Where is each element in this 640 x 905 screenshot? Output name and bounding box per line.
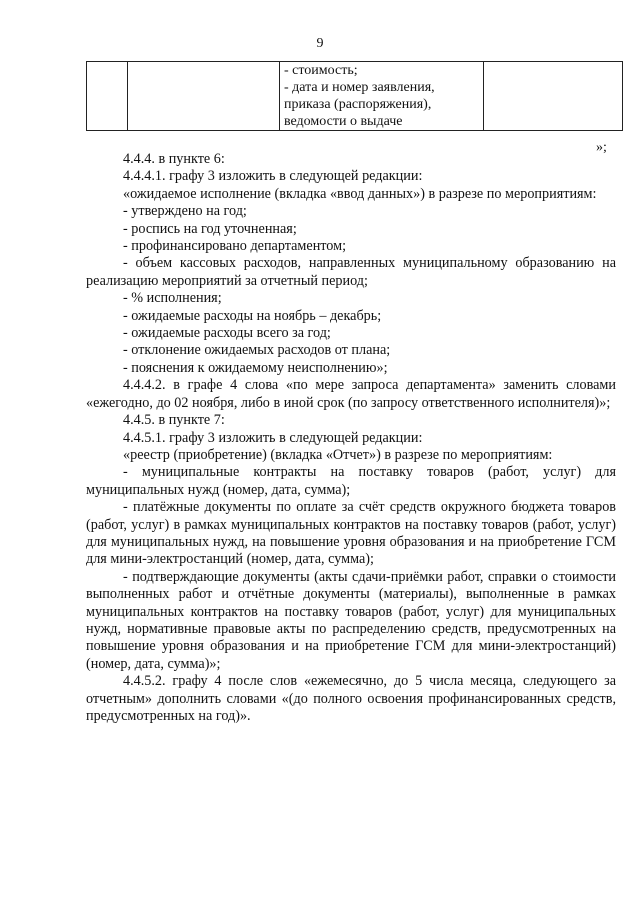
list-item: - утверждено на год;	[123, 203, 247, 220]
list-item: - роспись на год уточненная;	[123, 220, 297, 237]
list-item: - объем кассовых расходов, направленных муниципальному образованию на реализацию мероприятий за отчетный период;	[86, 255, 616, 289]
quote-close: »;	[596, 140, 607, 155]
table-row	[87, 62, 623, 131]
list-item: - пояснения к ожидаемому неисполнению»;	[123, 359, 388, 376]
cell-line: приказа (распоряжения),	[284, 97, 432, 112]
paragraph: 4.4.5. в пункте 7:	[123, 412, 225, 429]
table-cell-1	[87, 62, 128, 131]
table-cell-2	[128, 62, 280, 131]
paragraph: 4.4.4.1. графу 3 изложить в следующей редакции:	[123, 168, 423, 185]
paragraph: 4.4.5.2. графу 4 после слов «ежемесячно, до 5 числа месяца, следующего за отчетным» дополнить словами «(до полного освоения профинансированных средств, предусмотренных на год)».	[86, 673, 616, 724]
paragraph: «реестр (приобретение) (вкладка «Отчет») в разрезе по мероприятиям:	[123, 446, 553, 463]
table-cell-4	[484, 62, 623, 131]
paragraph: 4.4.5.1. графу 3 изложить в следующей редакции:	[123, 429, 423, 446]
paragraph: 4.4.4.2. в графе 4 слова «по мере запроса департамента» заменить словами «ежегодно, до 02 ноября, либо в иной срок (по запросу ответственного исполнителя)»;	[86, 377, 616, 411]
list-item: - ожидаемые расходы всего за год;	[123, 325, 331, 342]
cell-line: ведомости о выдаче	[284, 114, 403, 129]
list-item: - муниципальные контракты на поставку товаров (работ, услуг) для муниципальных нужд (номер, дата, сумма);	[86, 464, 616, 498]
list-item: - профинансировано департаментом;	[123, 238, 347, 255]
list-item: - % исполнения;	[123, 290, 222, 307]
paragraph: 4.4.4. в пункте 6:	[123, 151, 225, 167]
continuation-table	[86, 61, 623, 131]
list-item: - отклонение ожидаемых расходов от плана;	[123, 342, 391, 359]
list-item: - платёжные документы по оплате за счёт средств окружного бюджета товаров (работ, услуг) в рамках муниципальных контрактов на поставку товаров (работ, услуг) для муниципальных нужд, на повышение уровня образования и на приобретение ГСМ для мини-электростанций (номер, дата, сумма);	[86, 499, 616, 568]
cell-line: - стоимость;	[284, 63, 358, 78]
cell-line: - дата и номер заявления,	[284, 80, 435, 95]
table-cell-3	[280, 62, 484, 131]
paragraph: «ожидаемое исполнение (вкладка «ввод данных») в разрезе по мероприятиям:	[123, 185, 597, 202]
document-body	[86, 151, 616, 725]
list-item: - ожидаемые расходы на ноябрь – декабрь;	[123, 307, 382, 324]
list-item: - подтверждающие документы (акты сдачи-приёмки работ, справки о стоимости выполненных работ и отчётные документы (материалы), выполненные в рамках муниципальных контрактов на поставку товаров (работ, услуг) для муниципальных нужд, нормативные правовые акты по распределению средств, предусмотренных на повышение уровня образования и на приобретение ГСМ для мини-электростанций) (номер, дата, сумма)»;	[86, 568, 616, 672]
page-number: 9	[316, 36, 324, 51]
